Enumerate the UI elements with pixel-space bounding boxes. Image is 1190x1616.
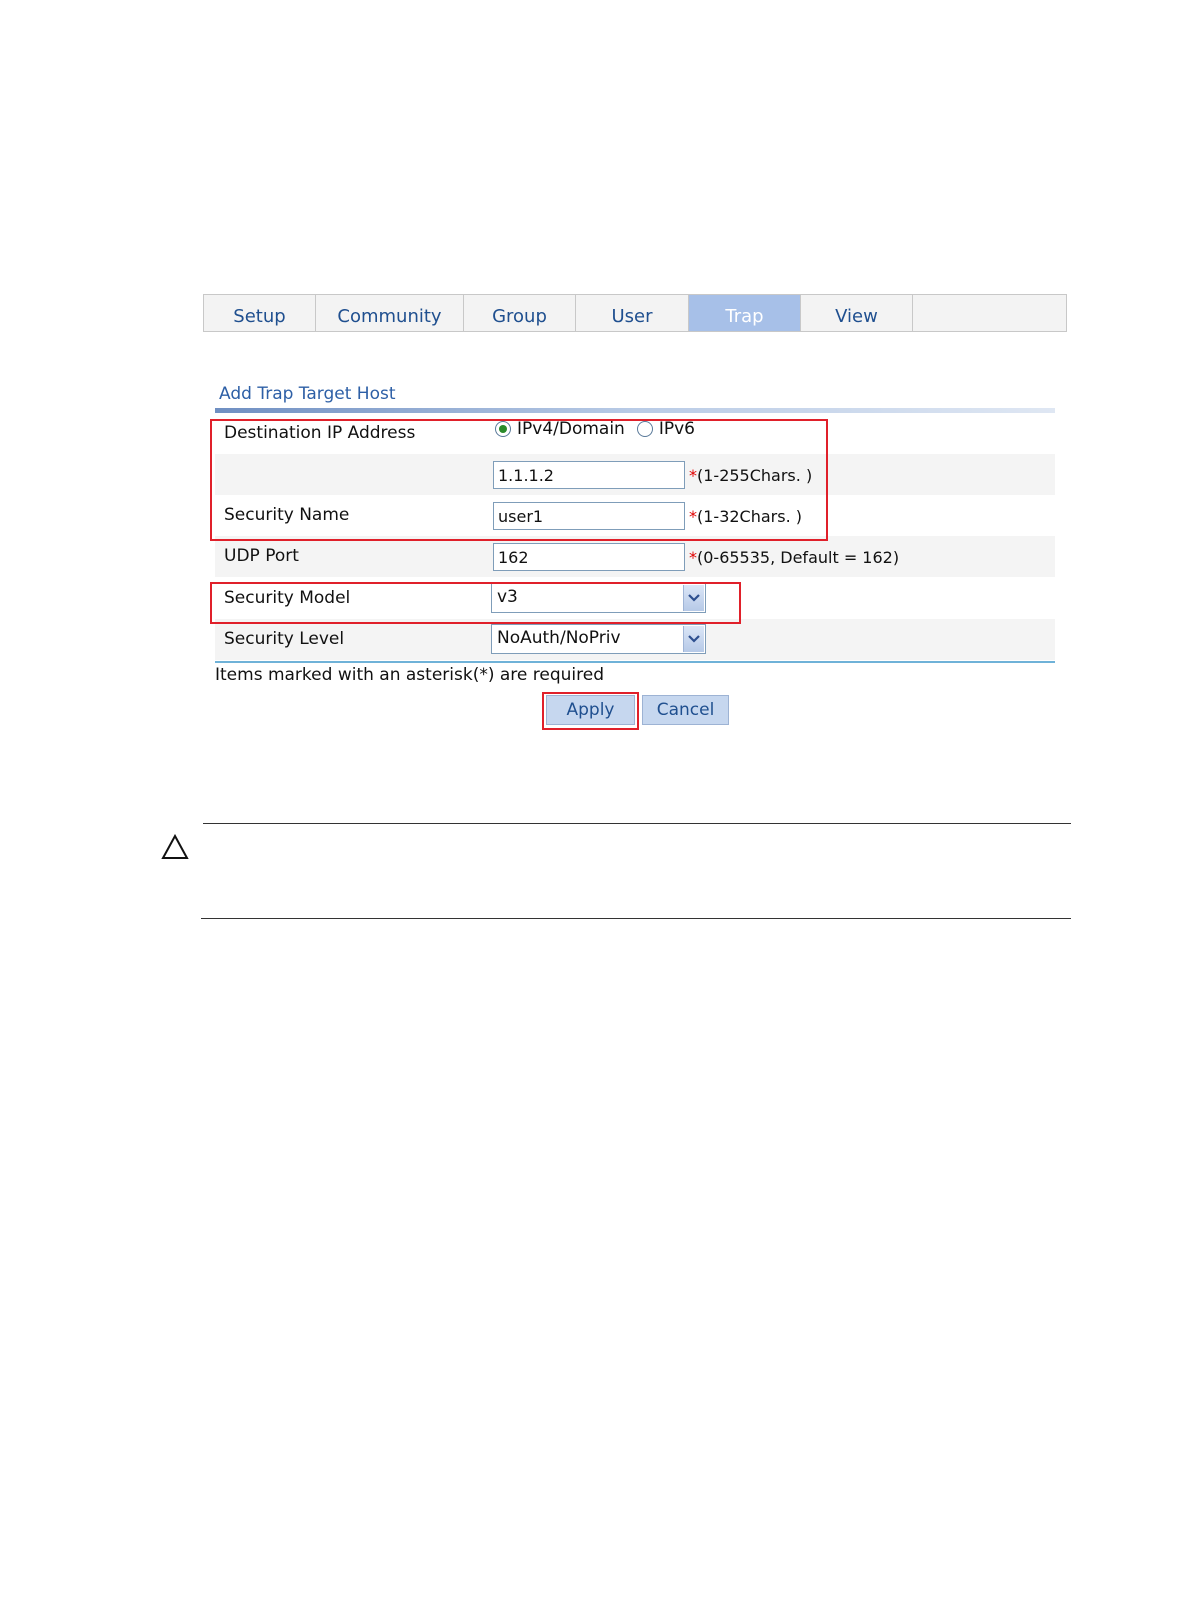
apply-button[interactable]: Apply [546, 695, 635, 725]
udp-port-input[interactable] [493, 543, 685, 571]
security-model-label: Security Model [224, 588, 351, 608]
udp-port-hint-text: (0-65535, Default = 162) [697, 548, 900, 567]
required-note: Items marked with an asterisk(*) are required [215, 665, 604, 685]
tab-setup[interactable]: Setup [204, 295, 316, 331]
tab-trap[interactable]: Trap [689, 295, 801, 331]
cancel-button[interactable]: Cancel [642, 695, 729, 725]
destination-label: Destination IP Address [224, 423, 416, 443]
tab-group[interactable]: Group [464, 295, 576, 331]
destination-hint-text: (1-255Chars. ) [697, 466, 813, 485]
security-level-value: NoAuth/NoPriv [497, 628, 621, 648]
highlight-box-apply [542, 692, 639, 730]
security-level-row [215, 619, 1055, 660]
warning-triangle-icon [161, 834, 189, 860]
radio-ipv4-domain-label[interactable]: IPv4/Domain [517, 419, 625, 439]
udp-port-hint [689, 548, 899, 567]
caution-bottom-rule [201, 918, 1071, 919]
udp-port-row [215, 536, 1055, 577]
caution-top-rule [203, 823, 1071, 824]
tab-bar [203, 294, 1067, 332]
chevron-down-icon[interactable] [683, 626, 704, 652]
highlight-box-destination-security-name [210, 419, 828, 541]
udp-port-label: UDP Port [224, 546, 299, 566]
required-asterisk: * [689, 548, 697, 567]
security-name-label: Security Name [224, 505, 350, 525]
required-asterisk: * [689, 507, 697, 526]
form-bottom-divider [215, 661, 1055, 663]
security-name-hint-text: (1-32Chars. ) [697, 507, 802, 526]
security-level-select[interactable] [491, 624, 706, 654]
form-title: Add Trap Target Host [219, 384, 396, 404]
tab-community[interactable]: Community [316, 295, 464, 331]
tab-bar-filler [913, 295, 1066, 331]
radio-ipv6-label[interactable]: IPv6 [658, 419, 695, 439]
tab-user[interactable]: User [576, 295, 689, 331]
highlight-box-security-model [210, 582, 741, 624]
security-level-label: Security Level [224, 629, 345, 649]
security-model-value: v3 [497, 587, 518, 607]
required-asterisk: * [689, 466, 697, 485]
tab-view[interactable]: View [801, 295, 913, 331]
